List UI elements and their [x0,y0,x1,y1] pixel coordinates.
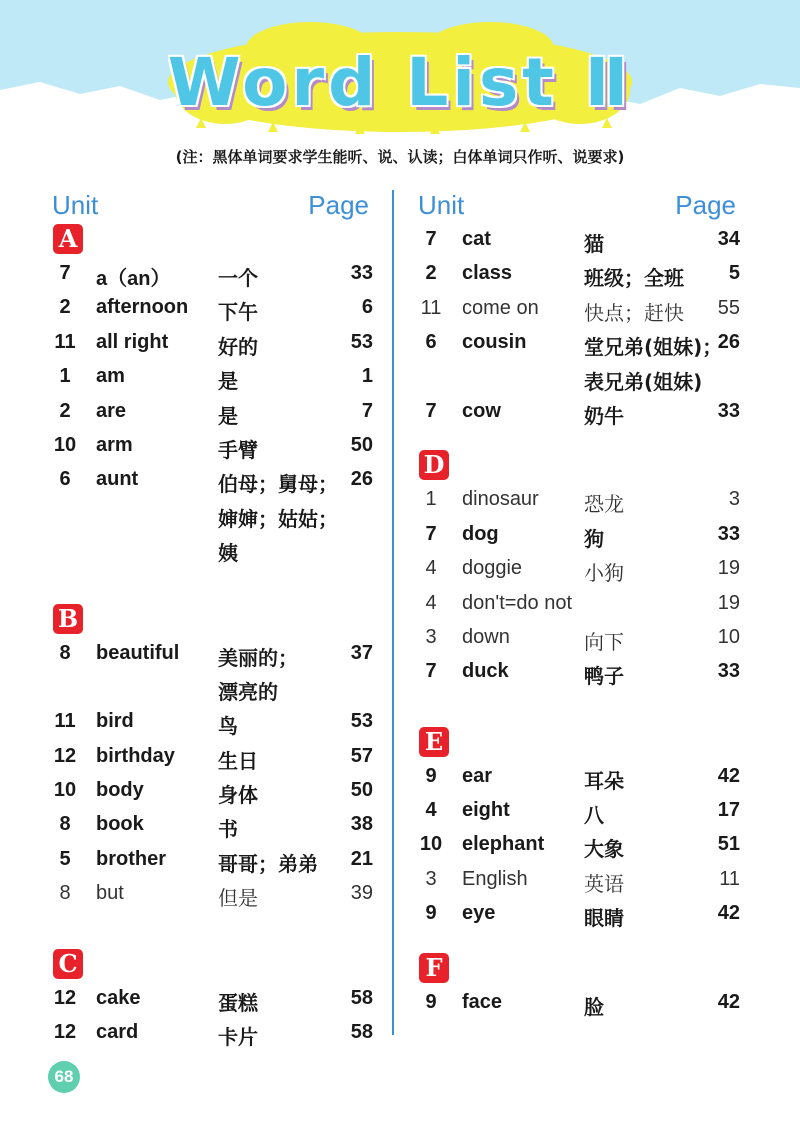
unit-number: 8 [59,882,71,905]
english-word: down [462,625,510,648]
chinese-meaning: 表兄弟(姐妹) [584,369,703,394]
english-word: book [96,813,144,836]
chinese-meaning: 书 [218,817,238,842]
unit-number: 6 [59,468,71,491]
section-spacer [414,430,740,448]
unit-number: 11 [420,296,442,319]
section-spacer [48,913,373,947]
english-word: ear [462,764,493,787]
page-ref: 50 [350,779,373,802]
word-row [414,898,740,932]
page-ref: 6 [361,296,373,319]
page-ref: 19 [717,557,740,580]
page-ref: 3 [728,488,740,511]
chinese-meaning: 英语 [584,871,624,896]
page-ref: 5 [728,262,740,285]
unit-number: 8 [59,813,71,836]
chinese-meaning: 伯母；舅母； [218,472,338,497]
section-spacer [48,568,373,602]
right-column [414,190,740,1021]
english-word: elephant [462,833,545,856]
word-row [48,638,373,672]
word-row [414,829,740,863]
word-row [414,987,740,1021]
chinese-meaning: 奶牛 [584,403,624,428]
unit-number: 1 [59,365,71,388]
chinese-meaning: 一个 [218,266,258,290]
word-row [48,706,373,740]
word-row [414,553,740,587]
unit-number: 9 [425,990,437,1013]
unit-number: 11 [54,330,76,353]
english-word: birthday [96,744,175,767]
unit-number: 3 [425,867,437,890]
word-row [48,1017,373,1051]
chinese-meaning: 狗 [584,526,604,551]
page-ref: 1 [361,365,373,388]
word-row [48,983,373,1017]
word-row [48,775,373,809]
chinese-meaning: 眼睛 [584,906,624,931]
word-row [414,293,740,327]
unit-number: 4 [425,591,437,614]
usage-note: (注：黑体单词要求学生能听、说、认读；白体单词只作听、说要求) [175,148,625,166]
letter-badge: A [53,224,83,254]
chinese-meaning: 猫 [584,232,604,256]
english-word: body [96,779,144,802]
column-header [414,190,740,222]
english-word: are [96,399,127,422]
english-word: English [462,867,528,890]
section-header-b [48,604,373,638]
column-divider [392,190,394,1035]
section-header-f [414,953,740,987]
unit-number: 10 [53,433,77,456]
page-ref: 33 [350,262,373,284]
unit-header: Unit [418,190,465,220]
word-row [414,656,740,690]
chinese-meaning: 卡片 [218,1025,258,1050]
page-ref: 26 [717,331,740,354]
section-spacer [414,691,740,725]
page-ref: 19 [717,591,740,614]
unit-number: 7 [425,399,437,422]
english-word: come on [462,296,539,319]
english-word: but [96,882,124,905]
english-word: brother [96,847,166,870]
word-row [414,761,740,795]
word-row-continuation [48,533,373,567]
english-word: dinosaur [462,488,539,511]
chinese-meaning: 快点；赶快 [584,300,684,325]
english-word: aunt [96,468,139,491]
word-row-continuation [48,672,373,706]
english-word: card [96,1021,139,1044]
page-ref: 39 [350,882,373,905]
english-word: am [96,365,125,388]
word-row [48,809,373,843]
word-row-continuation [414,362,740,396]
unit-number: 12 [53,744,77,767]
page-ref: 7 [361,399,373,422]
word-row [48,878,373,912]
chinese-meaning: 恐龙 [584,492,624,517]
word-row [414,327,740,361]
chinese-meaning: 是 [218,369,238,394]
chinese-meaning: 班级；全班 [584,266,684,291]
letter-badge: B [53,604,83,634]
page-ref: 42 [717,902,740,925]
unit-number: 3 [425,625,437,648]
chinese-meaning: 漂亮的 [218,679,278,704]
chinese-meaning: 鸟 [218,714,238,739]
english-word: don't=do not [462,591,573,614]
english-word: dog [462,522,499,545]
word-row [48,430,373,464]
unit-number: 1 [425,488,437,511]
page-ref: 21 [350,847,373,870]
english-word: face [462,990,503,1013]
chinese-meaning: 向下 [584,629,624,654]
page-number: 68 [48,1061,80,1093]
page-ref: 58 [350,1021,373,1044]
chinese-meaning: 耳朵 [584,768,624,793]
letter-badge: E [419,727,449,757]
word-row [48,464,373,498]
section-header-d [414,450,740,484]
unit-number: 2 [59,399,71,422]
chinese-meaning: 生日 [218,748,258,773]
page-ref: 42 [717,990,740,1013]
page-ref: 33 [717,399,740,422]
english-word: eye [462,902,496,925]
english-word: all right [96,330,169,353]
word-row [414,396,740,430]
word-row [48,258,373,292]
english-word: eight [462,799,510,822]
chinese-meaning: 是 [218,403,238,428]
word-row [414,622,740,656]
chinese-meaning: 姨 [218,541,238,566]
english-word: a（an） [96,268,171,290]
english-word: cat [462,228,491,250]
unit-number: 9 [425,764,437,787]
word-row [414,258,740,292]
page-ref: 37 [350,641,373,664]
unit-number: 12 [53,1021,77,1044]
word-row [48,361,373,395]
chinese-meaning: 鸭子 [584,664,624,689]
section-header-c [48,949,373,983]
english-word: duck [462,660,509,683]
english-word: afternoon [96,296,189,319]
unit-number: 2 [425,262,437,285]
chinese-meaning: 堂兄弟(姐妹)； [584,335,723,360]
letter-badge: F [419,953,449,983]
english-word: bird [96,710,134,733]
english-word: cousin [462,331,527,354]
unit-number: 7 [425,228,437,250]
unit-number: 6 [425,331,437,354]
page-ref: 38 [350,813,373,836]
english-word: beautiful [96,641,180,664]
page-ref: 57 [350,744,373,767]
chinese-meaning: 婶婶；姑姑； [218,506,338,531]
word-row [414,519,740,553]
unit-number: 7 [59,262,71,284]
english-word: class [462,262,513,285]
unit-number: 10 [53,779,77,802]
section-header-a [48,224,373,258]
word-row [414,864,740,898]
page-header: Page [675,190,736,220]
unit-number: 7 [425,660,437,683]
word-row [48,292,373,326]
letter-badge: D [419,450,449,480]
page-ref: 34 [717,228,740,250]
page-ref: 26 [350,468,373,491]
chinese-meaning: 美丽的； [218,645,298,670]
english-word: cake [96,986,141,1009]
english-word: arm [96,433,133,456]
section-header-e [414,727,740,761]
page-header: Page [308,190,369,220]
english-word: doggie [462,557,523,580]
page-title: Word List Ⅱ [167,44,633,121]
chinese-meaning: 手臂 [218,437,258,462]
word-row [414,484,740,518]
chinese-meaning: 蛋糕 [218,990,258,1015]
letter-badge: C [53,949,83,979]
unit-header: Unit [52,190,99,220]
chinese-meaning: 哥哥；弟弟 [218,851,318,876]
chinese-meaning: 脸 [584,994,604,1019]
chinese-meaning: 八 [584,803,604,828]
chinese-meaning: 好的 [218,334,258,359]
page-ref: 55 [717,296,740,319]
page-ref: 10 [717,625,740,648]
page-ref: 33 [717,522,740,545]
unit-number: 4 [425,799,437,822]
unit-number: 11 [54,710,76,733]
unit-number: 8 [59,641,71,664]
chinese-meaning: 小狗 [584,561,624,586]
word-row [414,588,740,622]
unit-number: 10 [419,833,443,856]
left-column [48,190,373,1051]
page-ref: 11 [719,867,740,890]
unit-number: 5 [59,847,71,870]
unit-number: 4 [425,557,437,580]
page-ref: 51 [717,833,740,856]
chinese-meaning: 但是 [218,886,258,911]
word-row [414,795,740,829]
unit-number: 12 [53,986,77,1009]
page-ref: 53 [350,330,373,353]
chinese-meaning: 身体 [218,783,258,808]
word-row [414,224,740,258]
page-ref: 42 [717,764,740,787]
page-ref: 50 [350,433,373,456]
word-row [48,396,373,430]
word-row [48,844,373,878]
page-ref: 17 [717,799,740,822]
column-header [48,190,373,222]
word-row [48,327,373,361]
page-ref: 58 [350,986,373,1009]
chinese-meaning: 大象 [584,837,624,862]
unit-number: 7 [425,522,437,545]
page-ref: 53 [350,710,373,733]
word-row [48,741,373,775]
unit-number: 9 [425,902,437,925]
section-spacer [414,933,740,951]
word-row-continuation [48,499,373,533]
chinese-meaning: 下午 [218,300,258,325]
page-ref: 33 [717,660,740,683]
unit-number: 2 [59,296,71,319]
english-word: cow [462,399,501,422]
